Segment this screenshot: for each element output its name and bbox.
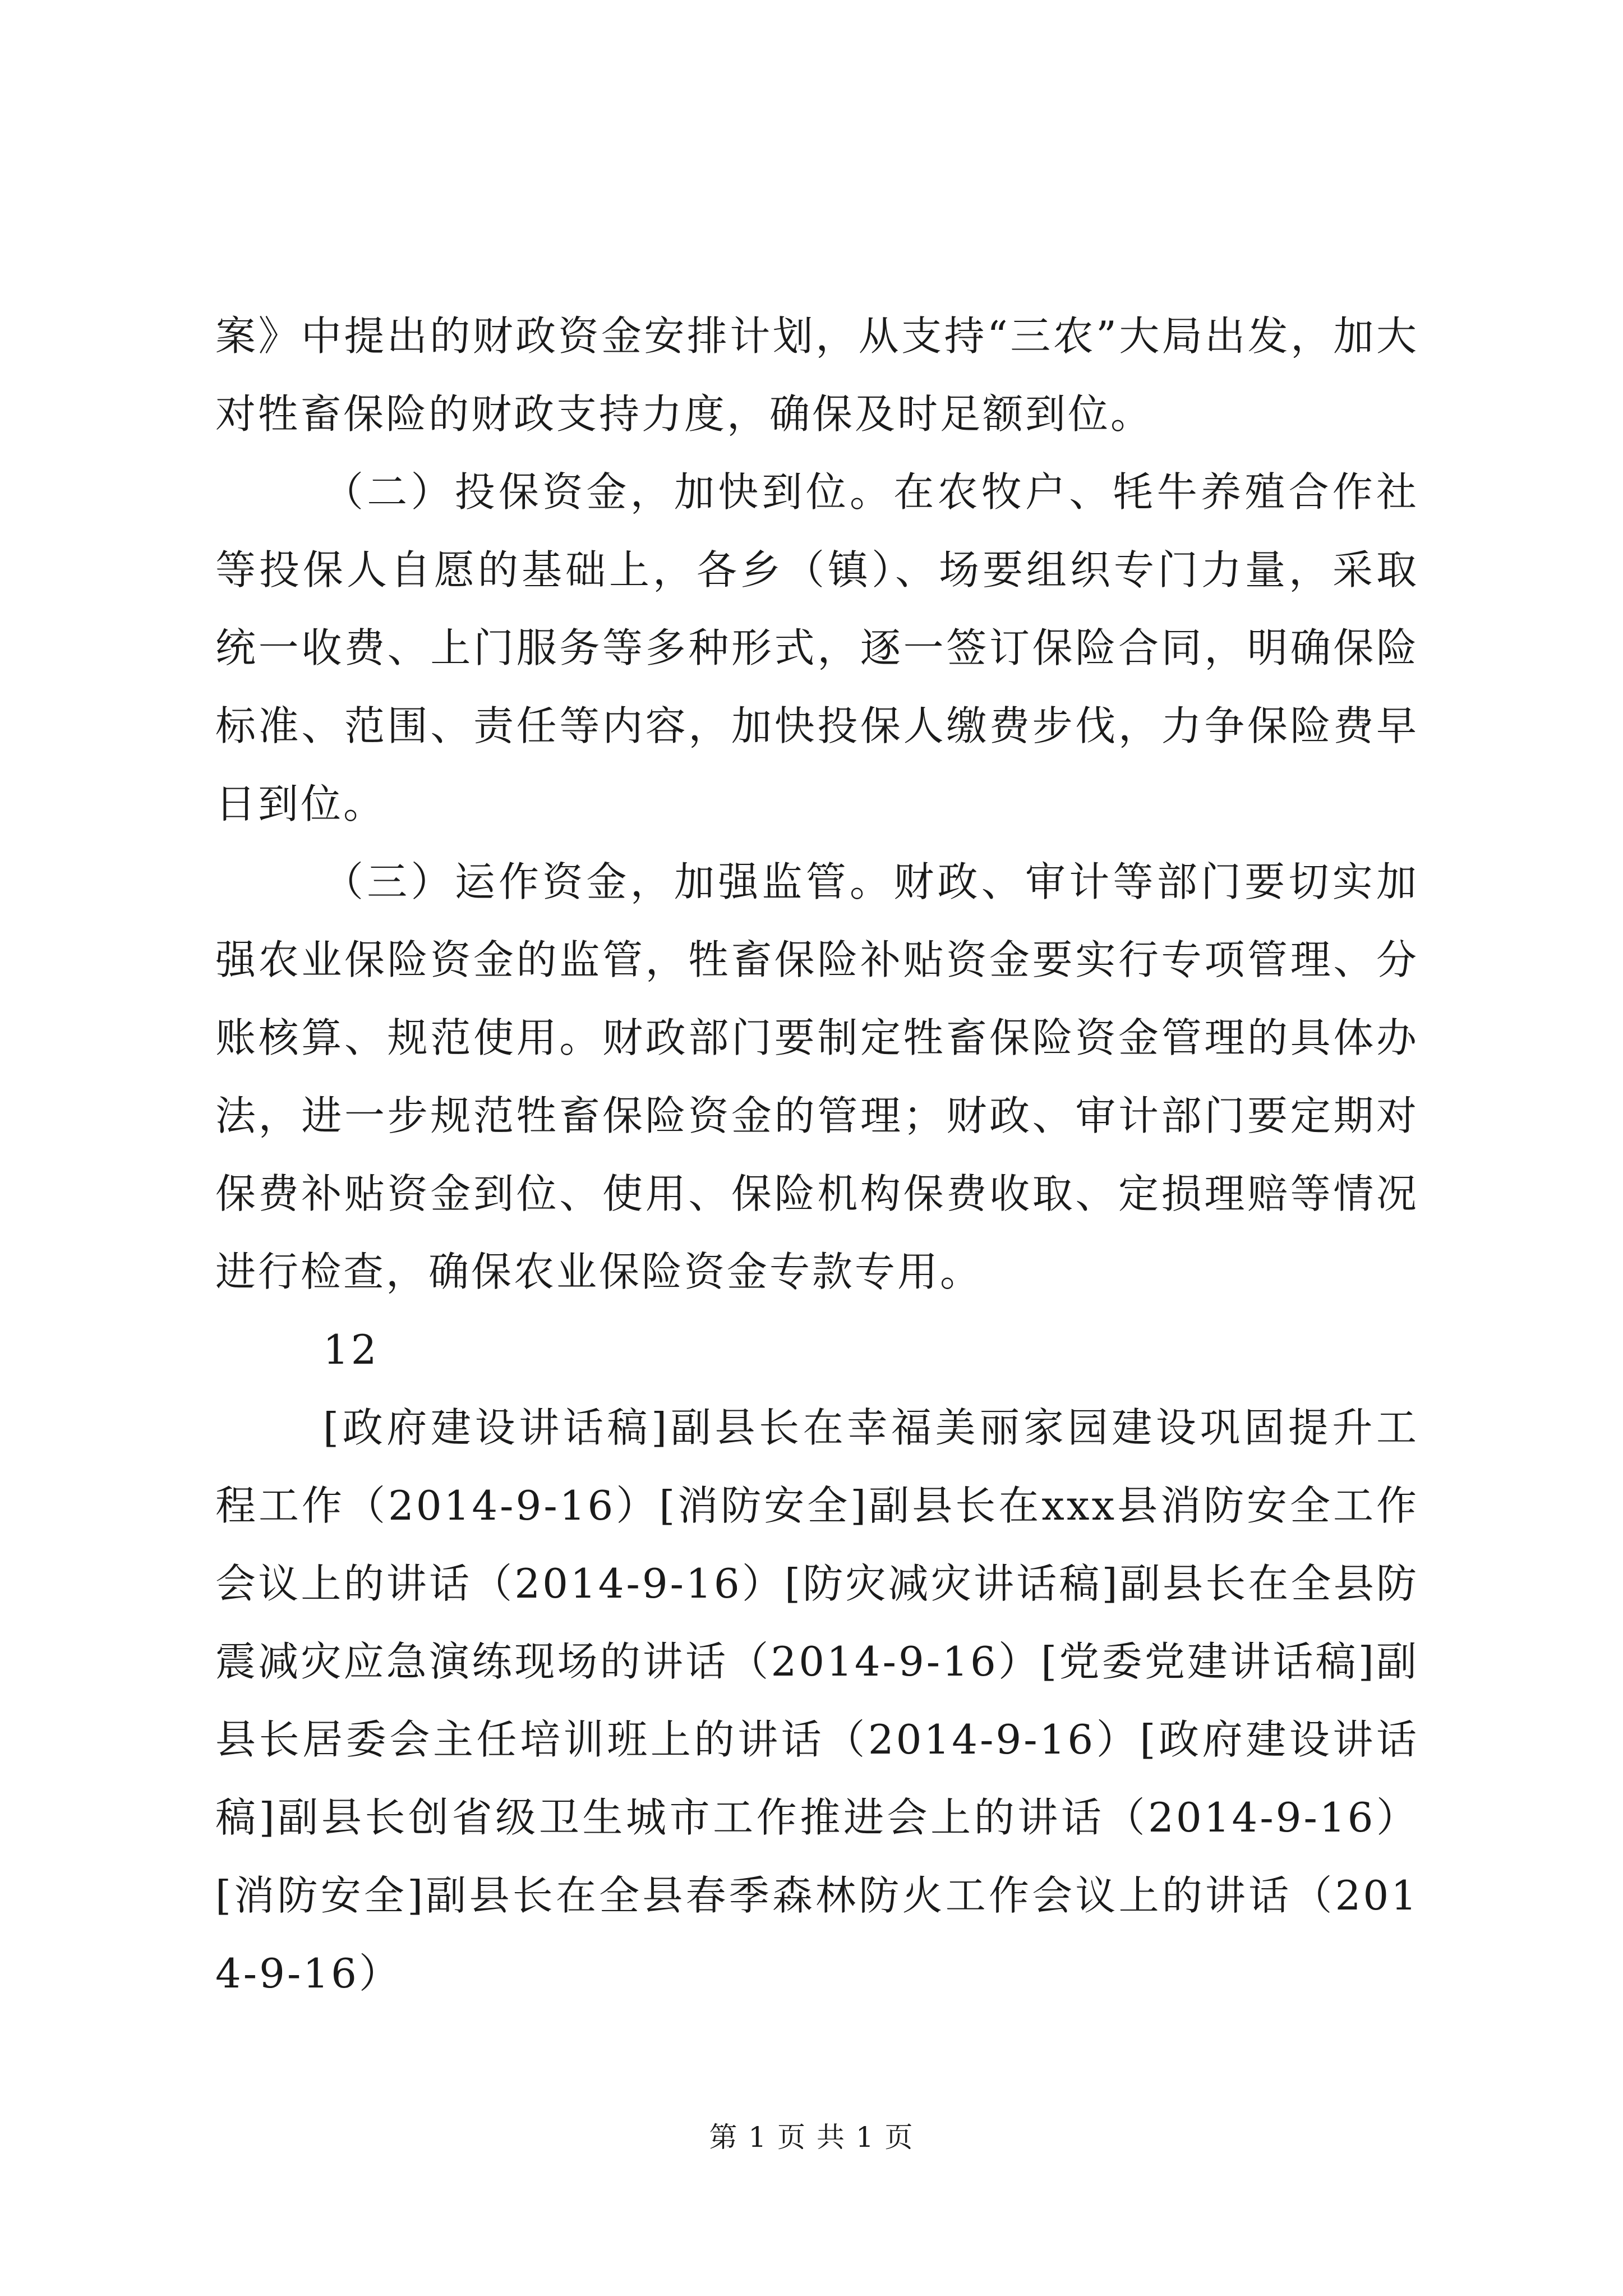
paragraph-funding-plan: 案》中提出的财政资金安排计划，从支持“三农”大局出发，加大对牲畜保险的财政支持力度，确保及时足额到位。 bbox=[215, 312, 1419, 438]
paragraph-related-speeches: [政府建设讲话稿]副县长在幸福美丽家园建设巩固提升工程工作（2014-9-16）[消防安全]副县长在xxx县消防安全工作会议上的讲话（2014-9-16）[防灾减灾讲话稿]副县长在全县防震减灾应急演练现场的讲话（2014-9-16）[党委党建讲话稿]副县长居委会主任培训班上的讲话（2014-9-16）[政府建设讲话稿]副县长创省级卫生城市工作推进会上的讲话（2014-9-16）[消防安全]副县长在全县春季森林防火工作会议上的讲话（2014-9-16） bbox=[215, 1404, 1419, 1997]
document-body bbox=[215, 297, 1419, 2013]
paragraph-fund-supervision: （三）运作资金，加强监管。财政、审计等部门要切实加强农业保险资金的监管，牲畜保险补贴资金要实行专项管理、分账核算、规范使用。财政部门要制定牲畜保险资金管理的具体办法，进一步规范牲畜保险资金的管理；财政、审计部门要定期对保费补贴资金到位、使用、保险机构保费收取、定损理赔等情况进行检查，确保农业保险资金专款专用。 bbox=[215, 858, 1419, 1295]
paragraph-insurance-funds: （二）投保资金，加快到位。在农牧户、牦牛养殖合作社等投保人自愿的基础上，各乡（镇）、场要组织专门力量，采取统一收费、上门服务等多种形式，逐一签订保险合同，明确保险标准、范围、责任等内容，加快投保人缴费步伐，力争保险费早日到位。 bbox=[215, 468, 1419, 827]
paragraph-number: 12 bbox=[323, 1326, 379, 1373]
page-footer: 第 1 页 共 1 页 bbox=[709, 2121, 914, 2154]
